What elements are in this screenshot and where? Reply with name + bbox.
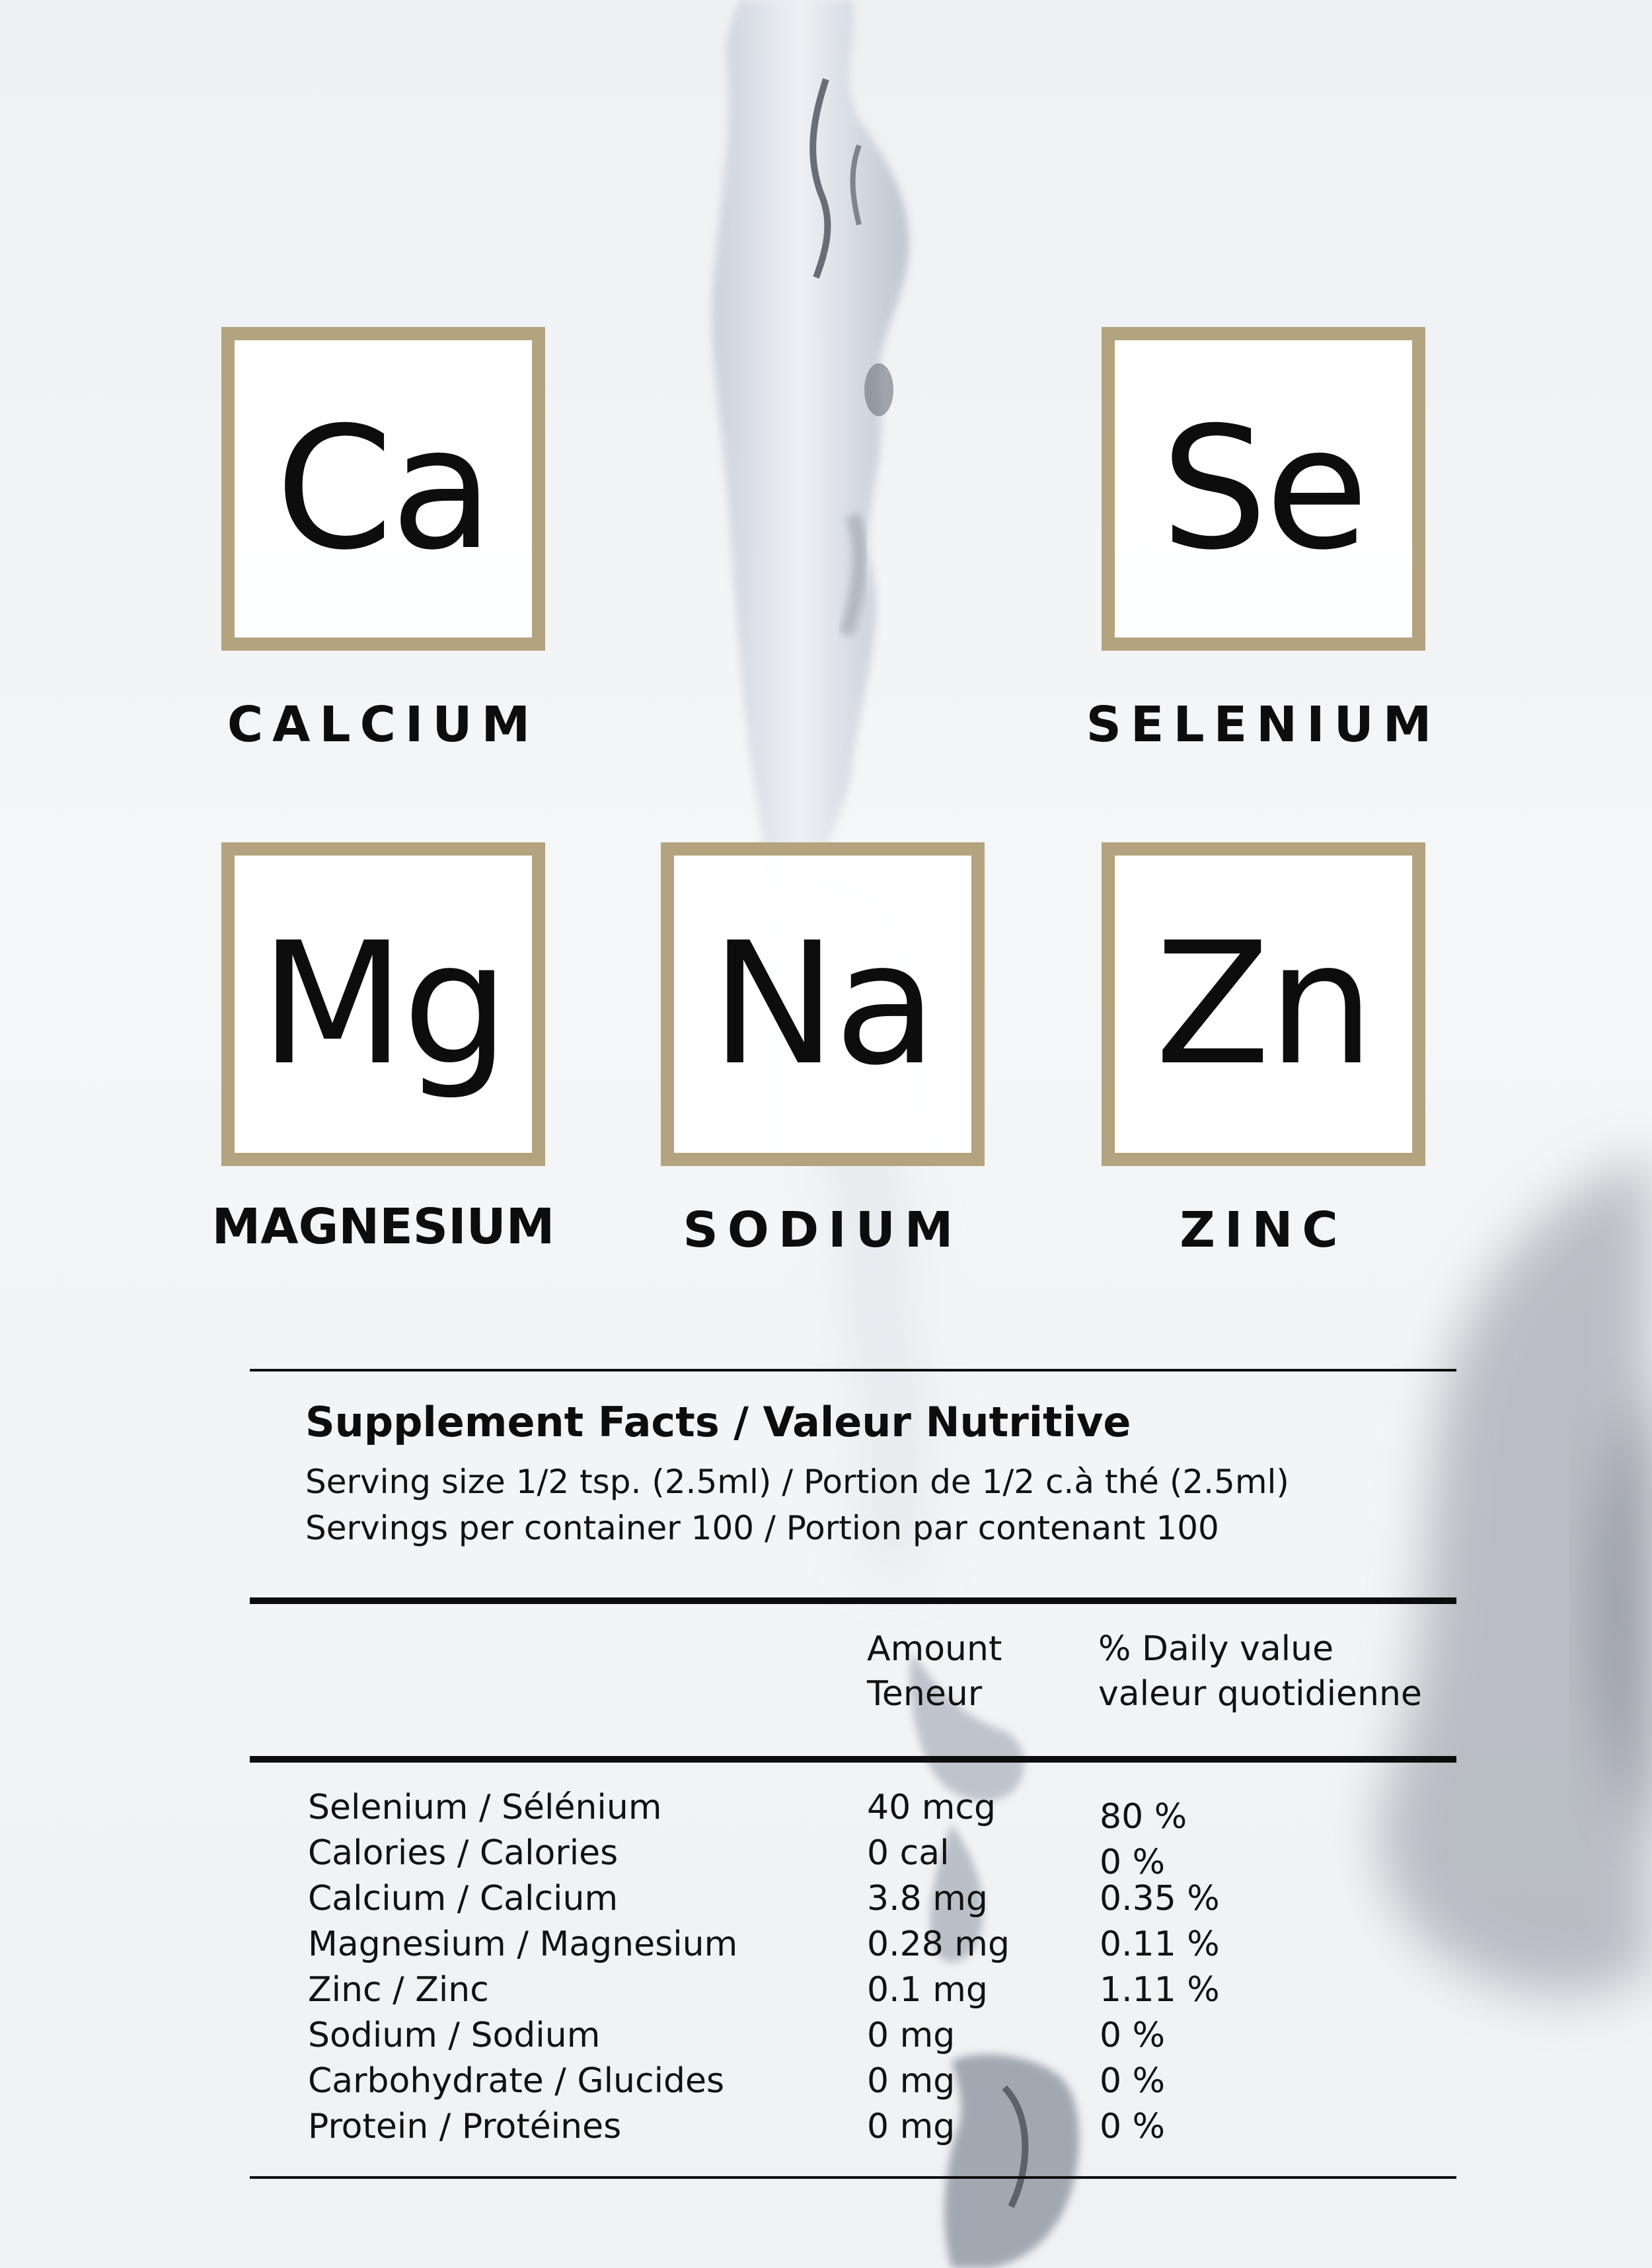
element-tile-calcium <box>221 327 545 651</box>
element-tile-sodium <box>661 842 985 1166</box>
nutrient-amount: 0 mg <box>867 2107 956 2146</box>
nutrient-amount: 40 mcg <box>867 1788 996 1827</box>
nutrient-daily-value: 0 % <box>1100 2061 1166 2101</box>
element-symbol: Ca <box>275 390 492 587</box>
nutrient-amount: 0 mg <box>867 2061 956 2101</box>
nutrient-name: Protein / Protéines <box>308 2107 622 2146</box>
element-symbol: Na <box>710 906 935 1103</box>
nutrient-name: Zinc / Zinc <box>308 1970 489 2010</box>
table-row <box>0 2104 1652 2149</box>
element-tile-magnesium <box>221 842 545 1166</box>
table-row <box>0 1876 1652 1921</box>
nutrient-name: Calcium / Calcium <box>308 1879 619 1919</box>
divider-bottom <box>250 2176 1456 2179</box>
table-row <box>0 1831 1652 1882</box>
element-symbol: Zn <box>1154 906 1372 1103</box>
nutrient-daily-value: 0 % <box>1100 2016 1166 2055</box>
element-name-zinc: ZINC <box>1180 1202 1347 1259</box>
table-row <box>0 2059 1652 2103</box>
daily-value-header-en: % Daily value <box>1098 1629 1334 1669</box>
nutrient-name: Magnesium / Magnesium <box>308 1924 738 1964</box>
daily-value-header-fr: valeur quotidienne <box>1098 1674 1422 1714</box>
nutrient-name: Selenium / Sélénium <box>308 1788 662 1827</box>
element-name-calcium: CALCIUM <box>227 696 540 753</box>
element-tile-zinc <box>1102 842 1425 1166</box>
divider-thick-1 <box>250 1597 1456 1604</box>
amount-header <box>867 1627 1002 1716</box>
nutrient-amount: 0.28 mg <box>867 1924 1010 1964</box>
servings-per-container: Servings per container 100 / Portion par contenant 100 <box>305 1509 1219 1547</box>
table-row <box>0 1785 1652 1837</box>
element-name-sodium: SODIUM <box>683 1202 963 1259</box>
nutrient-name: Carbohydrate / Glucides <box>308 2061 725 2101</box>
nutrient-name: Sodium / Sodium <box>308 2016 601 2055</box>
nutrient-daily-value: 80 % <box>1100 1797 1187 1837</box>
table-row <box>0 1967 1652 2012</box>
nutrient-amount: 0.1 mg <box>867 1970 988 2010</box>
table-row <box>0 2013 1652 2058</box>
nutrient-daily-value: 0 % <box>1100 2107 1166 2146</box>
daily-value-header <box>1098 1627 1422 1716</box>
divider-top <box>250 1369 1456 1372</box>
nutrient-amount: 0 cal <box>867 1833 950 1873</box>
nutrient-amount: 0 mg <box>867 2016 956 2055</box>
nutrient-amount: 3.8 mg <box>867 1879 988 1919</box>
nutrient-daily-value: 1.11 % <box>1100 1970 1220 2010</box>
divider-thick-2 <box>250 1756 1456 1763</box>
facts-title: Supplement Facts / Valeur Nutritive <box>305 1398 1131 1446</box>
nutrient-daily-value: 0.35 % <box>1100 1879 1220 1919</box>
table-row <box>0 1922 1652 1967</box>
amount-header-fr: Teneur <box>867 1674 983 1714</box>
nutrient-daily-value: 0.11 % <box>1100 1924 1220 1964</box>
serving-size: Serving size 1/2 tsp. (2.5ml) / Portion de 1/2 c.à thé (2.5ml) <box>305 1463 1289 1501</box>
nutrient-name: Calories / Calories <box>308 1833 619 1873</box>
element-name-magnesium: MAGNESIUM <box>211 1198 555 1255</box>
element-symbol: Mg <box>260 906 507 1103</box>
element-tile-selenium <box>1102 327 1425 651</box>
element-name-selenium: SELENIUM <box>1086 696 1441 753</box>
element-symbol: Se <box>1160 390 1367 587</box>
nutrient-daily-value: 0 % <box>1100 1843 1166 1882</box>
amount-header-en: Amount <box>867 1629 1002 1669</box>
